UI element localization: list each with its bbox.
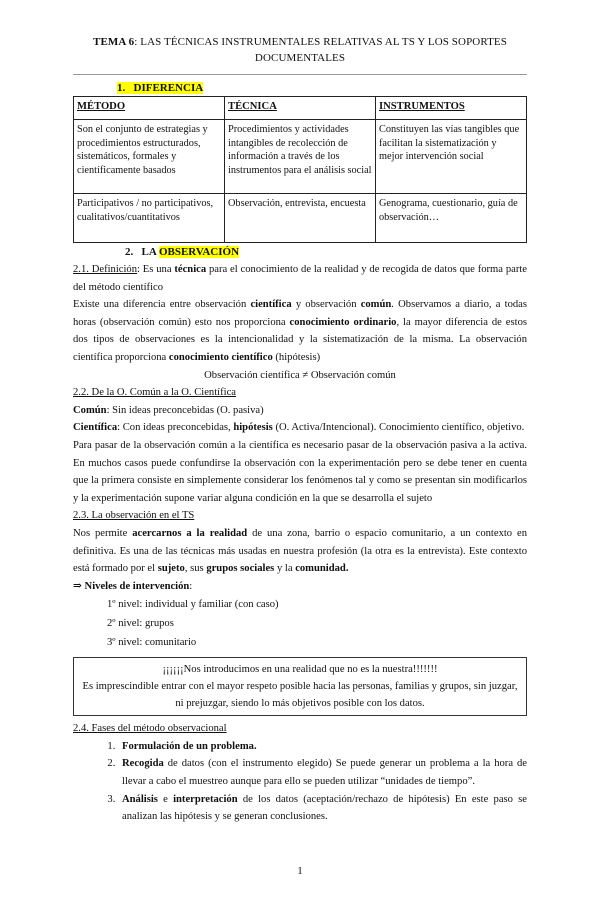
bold-text: sujeto — [157, 563, 185, 575]
list-item — [118, 791, 527, 826]
underlined-text: 2.1. Definición — [73, 264, 138, 275]
bold-text: Científica — [73, 422, 118, 434]
subsection-2-3-heading: 2.3. La observación en el TS — [73, 510, 195, 522]
bold-text: interpretación — [173, 793, 238, 805]
title-text: : LAS TÉCNICAS INSTRUMENTALES RELATIVAS AL TS Y LOS SOPORTES DOCUMENTALES — [134, 36, 507, 64]
bold-text: Análisis — [122, 793, 158, 805]
header-divider — [73, 74, 527, 75]
bold-text: técnica — [174, 264, 207, 275]
text-run: (hipótesis) — [272, 351, 321, 363]
table-row — [74, 194, 527, 243]
text-run: y la — [274, 563, 296, 575]
section-2-heading — [125, 244, 527, 261]
table-cell: Participativos / no participativos, cualitativos/cuantitativos — [74, 194, 225, 243]
section-highlight: OBSERVACIÓN — [158, 246, 240, 258]
text-run: , sus — [184, 563, 207, 575]
list-item — [118, 755, 527, 790]
bold-text: científica — [250, 299, 292, 311]
text-run: , la mayor diferencia de estos dos tipos de observaciones es la intencionalidad y la sistematización de la misma. La observación científica proporciona — [73, 316, 527, 363]
header-metodo: MÉTODO — [74, 97, 225, 120]
text-run: de los datos (aceptación/rechazo de hipótesis) En este paso se analizan las hipótesis y se generan conclusiones. — [122, 793, 528, 823]
callout-line-1: ¡¡¡¡¡¡Nos introducimos en una realidad que no es la nuestra!!!!!!! — [162, 664, 438, 676]
table-row — [74, 120, 527, 194]
section-number: 2. — [125, 246, 134, 258]
text-run: para el conocimiento de la realidad y de recogida de datos que forma parte del método científico — [73, 264, 528, 293]
bold-text: grupos sociales — [206, 563, 275, 575]
difference-paragraph — [73, 296, 527, 366]
cientifica-paragraph — [73, 419, 527, 437]
table-cell: Observación, entrevista, encuesta — [225, 194, 376, 243]
text-run: Existe una diferencia entre observación — [73, 299, 251, 311]
text-run: : Es una — [137, 264, 175, 275]
definition-paragraph — [73, 261, 527, 296]
table-cell: Constituyen las vías tangibles que facilitan la sistematización y mejor intervención social — [376, 120, 527, 194]
table-cell: Son el conjunto de estrategias y procedimientos estructurados, sistemáticos, formales y científicamente basados — [74, 120, 225, 194]
niveles-label: Niveles de intervención — [84, 580, 190, 592]
section-label: DIFERENCIA — [133, 82, 204, 94]
bold-text: hipótesis — [233, 422, 273, 434]
text-run: de una zona, barrio o espacio comunitario, a un contexto en definitiva. Es una de las técnicas más usadas en nuestra profesión (la otra es la entrevista). Este contexto está formado por el — [73, 527, 528, 575]
bold-text: Formulación de un problema. — [122, 740, 257, 752]
bold-text: Recogida — [122, 758, 164, 770]
page-number: 1 — [297, 864, 303, 877]
bold-text: conocimiento científico — [168, 351, 273, 363]
nivel-item: 1º nivel: individual y familiar (con caso) — [107, 599, 279, 611]
arrow-icon: ⇒ — [73, 580, 82, 592]
subsection-2-4-heading: 2.4. Fases del método observacional — [73, 723, 227, 735]
formula-line: Observación científica ≠ Observación común — [204, 369, 396, 381]
niveles-heading — [73, 578, 527, 596]
header-tecnica: TÉCNICA — [225, 97, 376, 120]
header-instrumentos: INSTRUMENTOS — [376, 97, 527, 120]
text-run: de datos (con el instrumento elegido) Se puede generar un problema a la hora de llevar a cabo el muestreo aunque para ello se pueden utilizar “unidades de tiempo”. — [122, 758, 527, 788]
subsection-2-2-heading: 2.2. De la O. Común a la O. Científica — [73, 387, 236, 399]
bold-text: conocimiento ordinario — [289, 316, 397, 328]
text-run: Para pasar de la observación común a la científica es necesario pasar de la observación pasiva a la activa. En muchos casos puede confundirse la observación con la experimentación pero se debe tener en cuenta que la primera consiste en simplemente considerar los fenómenos tal y como se presentan sin modificarlos y la experimentación supone variar alguna condición en la que se desarrolla el sujeto — [73, 439, 527, 504]
document-title — [73, 34, 527, 66]
ts-paragraph — [73, 525, 527, 578]
title-topic: TEMA 6 — [93, 36, 135, 48]
text-run: y observación — [291, 299, 361, 311]
pasar-paragraph — [73, 437, 527, 507]
callout-line-2: Es imprescindible entrar con el mayor respeto posible hacia las personas, familias y grupos, sin juzgar, ni prejuzgar, siendo lo más objetivos posible con los datos. — [82, 681, 518, 710]
callout-box — [73, 657, 527, 716]
bold-text: Común — [73, 404, 107, 416]
table-cell: Genograma, cuestionario, guía de observación… — [376, 194, 527, 243]
comparison-table — [73, 96, 527, 243]
fases-list — [73, 738, 527, 826]
niveles-colon: : — [189, 580, 193, 592]
list-item — [118, 738, 527, 756]
text-run: : Con ideas preconcebidas, — [117, 422, 234, 434]
bold-text: comunidad. — [295, 563, 349, 575]
document-page — [73, 0, 527, 908]
bold-text: acercarnos a la realidad — [132, 527, 248, 539]
table-header-row — [74, 97, 527, 120]
text-run: : Sin ideas preconcebidas (O. pasiva) — [106, 404, 264, 416]
text-run: (O. Activa/Intencional). Conocimiento científico, objetivo. — [272, 422, 525, 434]
nivel-item: 3º nivel: comunitario — [107, 637, 197, 649]
text-run: e — [157, 793, 174, 805]
section-1-heading — [117, 81, 527, 95]
table-cell: Procedimientos y actividades intangibles de recolección de información a través de los instrumentos para el análisis social — [225, 120, 376, 194]
nivel-item: 2º nivel: grupos — [107, 618, 174, 630]
section-prefix: LA — [141, 246, 159, 258]
comun-paragraph — [73, 402, 527, 420]
section-number: 1. — [117, 82, 126, 94]
bold-text: común — [360, 299, 392, 311]
text-run: Nos permite — [73, 527, 133, 539]
text-run: . Observamos a diario, a todas horas (observación común) esto nos proporciona — [73, 299, 527, 328]
